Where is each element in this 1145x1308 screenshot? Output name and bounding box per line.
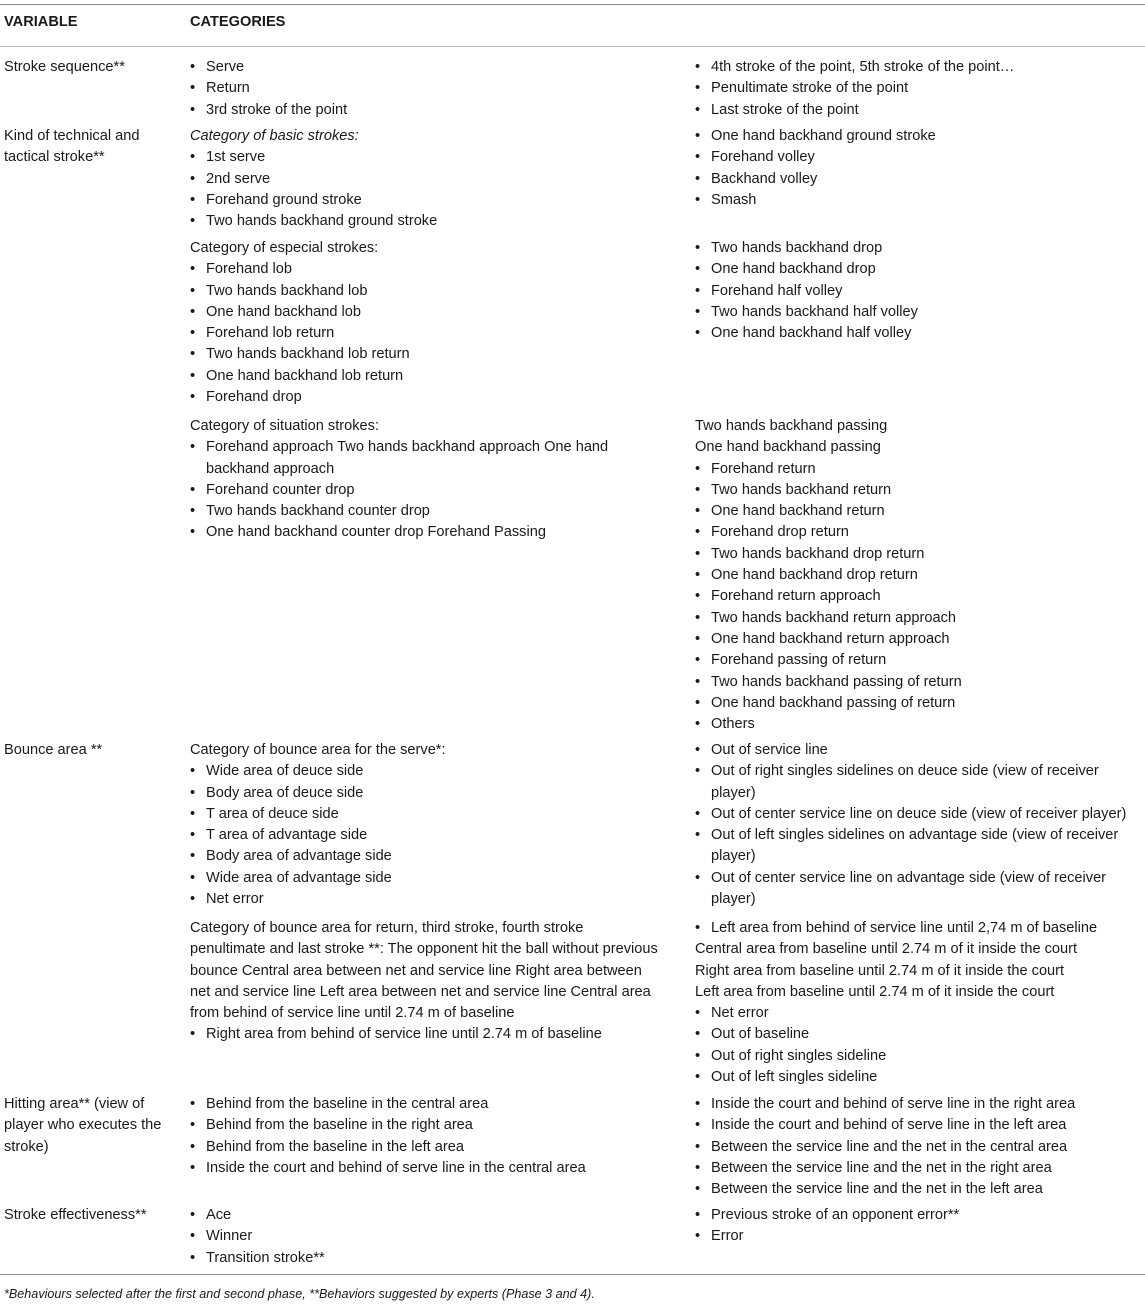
stroke-sequence-col-b [695, 57, 1145, 121]
bullet-list [190, 1205, 650, 1269]
bullet-list [190, 57, 650, 121]
bullet-list [695, 1094, 1145, 1200]
list-item: • Body area of deuce side [190, 783, 650, 804]
list-item: • Out of right singles sideline [695, 1046, 1145, 1067]
bullet-list [190, 147, 650, 232]
list-item: • Forehand half volley [695, 281, 1145, 302]
especial-strokes-col-b [695, 238, 1145, 344]
list-item: • Ace [190, 1205, 650, 1226]
bounce-serve-col-a [190, 740, 650, 910]
list-item: • Out of left singles sidelines on advantage side (view of receiver player) [695, 825, 1145, 868]
list-item: • Out of center service line on deuce side (view of receiver player) [695, 804, 1145, 825]
list-item: • Previous stroke of an opponent error** [695, 1205, 1145, 1226]
list-item: • Forehand volley [695, 147, 1145, 168]
situation-strokes-col-a [190, 416, 640, 544]
header-categories: CATEGORIES [190, 14, 286, 30]
especial-strokes-col-a [190, 238, 650, 408]
list-item: • Inside the court and behind of serve line in the central area [190, 1158, 650, 1179]
list-item: • Forehand return approach [695, 586, 1145, 607]
list-item: • Body area of advantage side [190, 846, 650, 867]
header-rule [0, 46, 1145, 47]
list-item: • Two hands backhand return [695, 480, 1145, 501]
list-item: • One hand backhand counter drop Forehand Passing [190, 522, 640, 543]
list-item: • Behind from the baseline in the central area [190, 1094, 650, 1115]
effectiveness-col-a [190, 1205, 650, 1269]
list-item: • Forehand lob return [190, 323, 650, 344]
bounce-return-text: Category of bounce area for return, third stroke, fourth stroke penultimate and last stroke **: The opponent hit the ball without previous bounce Central area between net and service line Right area between net and service line Left area between net and service line Central area from behind of service line until 2.74 m of baseline [190, 920, 658, 1022]
situation-strokes-title: Category of situation strokes: [190, 418, 379, 434]
bullet-list [695, 126, 1145, 211]
bounce-serve-col-b [695, 740, 1145, 910]
header-variable: VARIABLE [4, 14, 78, 30]
list-item: • Forehand drop return [695, 522, 1145, 543]
list-item: • Two hands backhand lob [190, 281, 650, 302]
bullet-list [190, 259, 650, 408]
list-item: • One hand backhand lob return [190, 366, 650, 387]
row-label-kind-of-stroke: Kind of technical and tactical stroke** [4, 128, 140, 166]
list-item: • Forehand passing of return [695, 650, 1145, 671]
situation-strokes-col-b [695, 416, 1145, 735]
list-item: • Smash [695, 190, 1145, 211]
list-item: • Two hands backhand drop [695, 238, 1145, 259]
list-item: • Two hands backhand return approach [695, 608, 1145, 629]
list-item: • T area of advantage side [190, 825, 650, 846]
list-item: • Forehand ground stroke [190, 190, 650, 211]
plain-line: One hand backhand passing [695, 439, 881, 456]
list-item: • Winner [190, 1226, 650, 1247]
list-item: • Error [695, 1226, 1145, 1247]
list-item: • Net error [190, 889, 650, 910]
list-item: • Between the service line and the net in the left area [695, 1179, 1145, 1200]
plain-lines [695, 939, 1145, 1003]
list-item: • Serve [190, 57, 650, 78]
list-item: • Penultimate stroke of the point [695, 78, 1145, 99]
list-item: • T area of deuce side [190, 804, 650, 825]
list-item: • One hand backhand return approach [695, 629, 1145, 650]
list-item: • Out of left singles sideline [695, 1067, 1145, 1088]
list-item: • Out of baseline [695, 1024, 1145, 1045]
bounce-return-col-b [695, 918, 1145, 1088]
row-label-bounce-area: Bounce area ** [4, 742, 103, 758]
top-rule [0, 4, 1145, 5]
bounce-serve-title: Category of bounce area for the serve*: [190, 742, 446, 758]
list-item: • 2nd serve [190, 169, 650, 190]
list-item: • Two hands backhand counter drop [190, 501, 640, 522]
list-item: • One hand backhand passing of return [695, 693, 1145, 714]
list-item: • Behind from the baseline in the right area [190, 1115, 650, 1136]
bounce-return-col-a [190, 918, 662, 1046]
list-item: • Left area from behind of service line until 2,74 m of baseline [695, 918, 1145, 939]
list-item: • Two hands backhand drop return [695, 544, 1145, 565]
list-item: • Net error [695, 1003, 1145, 1024]
list-item: • Two hands backhand passing of return [695, 672, 1145, 693]
list-item: • 1st serve [190, 147, 650, 168]
list-item: • One hand backhand lob [190, 302, 650, 323]
bullet-list [695, 459, 1145, 736]
list-item: • Inside the court and behind of serve line in the right area [695, 1094, 1145, 1115]
bullet-list [190, 437, 640, 543]
list-item: • Inside the court and behind of serve line in the left area [695, 1115, 1145, 1136]
bullet-list [190, 1024, 662, 1045]
basic-strokes-title: Category of basic strokes: [190, 128, 359, 144]
row-label-hitting-area: Hitting area** (view of player who executes the stroke) [4, 1096, 162, 1155]
plain-lines [695, 416, 1145, 459]
list-item: • Forehand approach Two hands backhand approach One hand backhand approach [190, 437, 640, 480]
list-item: • Forehand return [695, 459, 1145, 480]
list-item: • Transition stroke** [190, 1248, 650, 1269]
list-item: • Two hands backhand lob return [190, 344, 650, 365]
bullet-list [695, 238, 1145, 344]
list-item: • Behind from the baseline in the left area [190, 1137, 650, 1158]
list-item: • Forehand drop [190, 387, 650, 408]
stroke-sequence-col-a [190, 57, 650, 121]
list-item: • One hand backhand ground stroke [695, 126, 1145, 147]
list-item: • Forehand lob [190, 259, 650, 280]
bullet-list [695, 57, 1145, 121]
list-item: • One hand backhand half volley [695, 323, 1145, 344]
plain-line: Central area from baseline until 2.74 m of it inside the court [695, 941, 1078, 958]
bullet-list [695, 1003, 1145, 1088]
list-item: • 3rd stroke of the point [190, 100, 650, 121]
list-item: • Last stroke of the point [695, 100, 1145, 121]
basic-strokes-col-a [190, 126, 650, 232]
table-footnote: *Behaviours selected after the first and second phase, **Behaviors suggested by experts (Phase 3 and 4). [4, 1287, 595, 1301]
especial-strokes-title: Category of especial strokes: [190, 240, 379, 256]
basic-strokes-col-b [695, 126, 1145, 211]
plain-line: Left area from baseline until 2.74 m of it inside the court [695, 983, 1055, 1000]
list-item: • Out of right singles sidelines on deuce side (view of receiver player) [695, 761, 1145, 804]
bullet-list [695, 1205, 1145, 1248]
list-item: • 4th stroke of the point, 5th stroke of the point… [695, 57, 1145, 78]
list-item: • Others [695, 714, 1145, 735]
list-item: • Wide area of advantage side [190, 868, 650, 889]
bullet-list [695, 740, 1145, 910]
list-item: • Forehand counter drop [190, 480, 640, 501]
list-item: • Wide area of deuce side [190, 761, 650, 782]
row-label-stroke-sequence: Stroke sequence** [4, 59, 125, 75]
list-item: • Right area from behind of service line until 2.74 m of baseline [190, 1024, 662, 1045]
list-item: • Two hands backhand half volley [695, 302, 1145, 323]
plain-line: Two hands backhand passing [695, 418, 888, 434]
bullet-list [695, 918, 1145, 939]
hitting-area-col-b [695, 1094, 1145, 1200]
list-item: • Out of service line [695, 740, 1145, 761]
bullet-list [190, 1094, 650, 1179]
plain-line: Right area from baseline until 2.74 m of it inside the court [695, 962, 1065, 979]
list-item: • Two hands backhand ground stroke [190, 211, 650, 232]
list-item: • Return [190, 78, 650, 99]
list-item: • Out of center service line on advantage side (view of receiver player) [695, 868, 1145, 911]
effectiveness-col-b [695, 1205, 1145, 1248]
list-item: • Between the service line and the net in the central area [695, 1137, 1145, 1158]
row-label-stroke-effectiveness: Stroke effectiveness** [4, 1207, 147, 1223]
list-item: • One hand backhand drop return [695, 565, 1145, 586]
hitting-area-col-a [190, 1094, 650, 1179]
bottom-rule [0, 1274, 1145, 1275]
list-item: • One hand backhand drop [695, 259, 1145, 280]
list-item: • One hand backhand return [695, 501, 1145, 522]
list-item: • Between the service line and the net in the right area [695, 1158, 1145, 1179]
list-item: • Backhand volley [695, 169, 1145, 190]
bullet-list [190, 761, 650, 910]
